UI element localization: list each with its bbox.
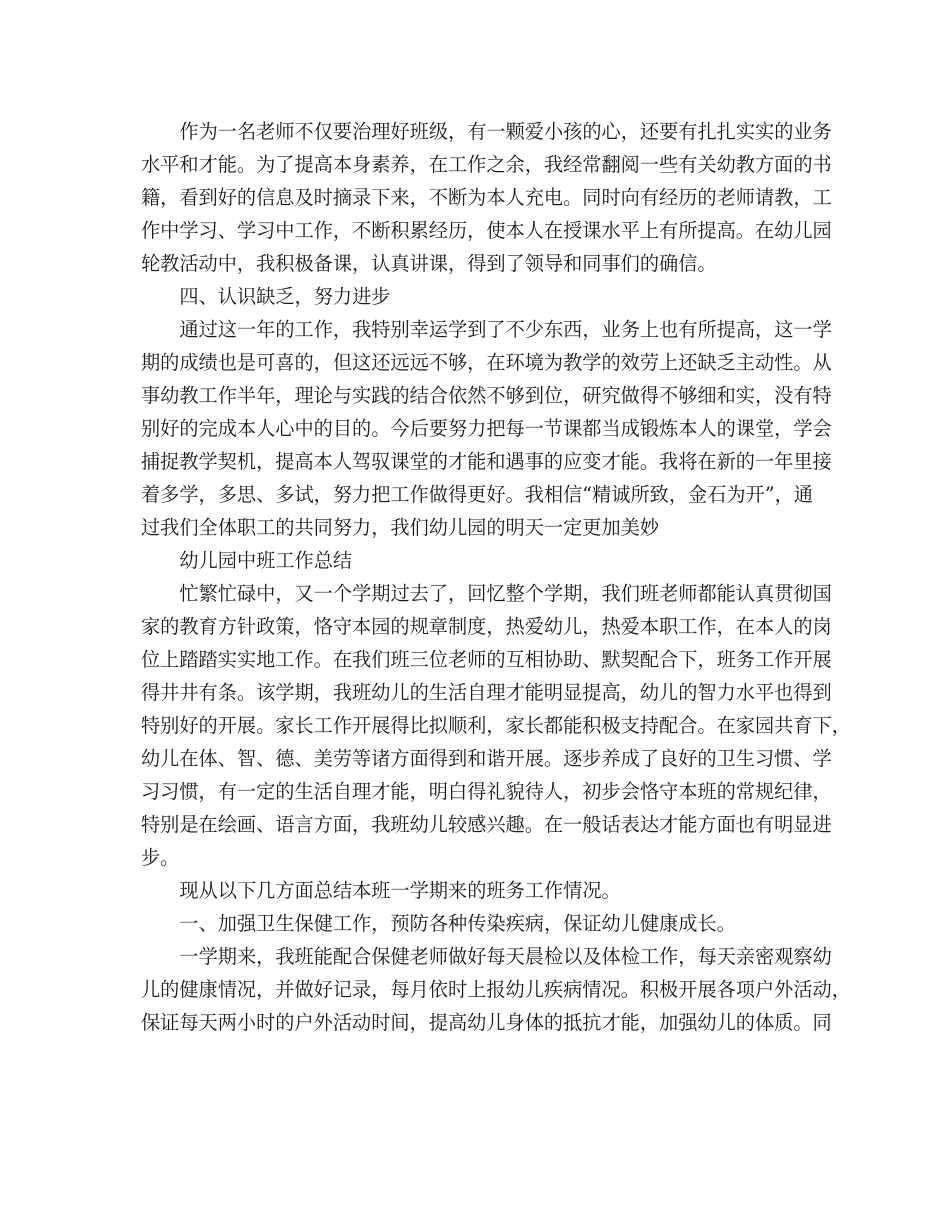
paragraph-line: 习习惯，有一定的生活自理才能，明白得礼貌待人，初步会恪守本班的常规纪律， — [141, 780, 832, 803]
paragraph-line: 特别是在绘画、语言方面，我班幼儿较感兴趣。在一般话表达才能方面也有明显进 — [141, 813, 832, 836]
paragraph-line: 一学期来，我班能配合保健老师做好每天晨检以及体检工作，每天亲密观察幼 — [179, 945, 832, 968]
paragraph-line: 事幼教工作半年，理论与实践的结合依然不够到位，研究做得不够细和实，没有特 — [141, 384, 832, 407]
paragraph-line: 忙繁忙碌中，又一个学期过去了，回忆整个学期，我们班老师都能认真贯彻国 — [179, 582, 832, 605]
paragraph-line: 步。 — [141, 846, 180, 869]
paragraph-line: 轮教活动中，我积极备课，认真讲课，得到了领导和同事们的确信。 — [141, 252, 717, 275]
body-paragraph — [141, 313, 832, 544]
body-paragraph — [141, 577, 851, 874]
section-heading: 幼儿园中班工作总结 — [179, 549, 353, 572]
paragraph-line: 得井井有条。该学期，我班幼儿的生活自理才能明显提高，幼儿的智力水平也得到 — [141, 681, 832, 704]
paragraph-line: 期的成绩也是可喜的，但这还远远不够，在环境为教学的效劳上还缺乏主动性。从 — [141, 351, 832, 374]
paragraph-line: 捕捉教学契机，提高本人驾驭课堂的才能和遇事的应变才能。我将在新的一年里接 — [141, 450, 832, 473]
paragraph-line: 籍，看到好的信息及时摘录下来，不断为本人充电。同时向有经历的老师请教，工 — [141, 186, 832, 209]
paragraph-line: 特别好的开展。家长工作开展得比拟顺利，家长都能积极支持配合。在家园共育下， — [141, 714, 851, 737]
body-paragraph — [141, 940, 851, 1039]
paragraph-line: 水平和才能。为了提高本身素养，在工作之余，我经常翻阅一些有关幼教方面的书 — [141, 153, 832, 176]
section-heading: 现从以下几方面总结本班一学期来的班务工作情况。 — [179, 879, 621, 902]
section-heading: 四、认识缺乏，努力进步 — [179, 285, 391, 308]
paragraph-line: 别好的完成本人心中的目的。今后要努力把每一节课都当成锻炼本人的课堂，学会 — [141, 417, 832, 440]
paragraph-line: 儿的健康情况，并做好记录，每月依时上报幼儿疾病情况。积极开展各项户外活动， — [141, 978, 851, 1001]
document-body — [141, 115, 851, 1039]
paragraph-line: 通过这一年的工作，我特别幸运学到了不少东西，业务上也有所提高，这一学 — [179, 318, 832, 341]
paragraph-line: 作中学习、学习中工作，不断积累经历，使本人在授课水平上有所提高。在幼儿园 — [141, 219, 832, 242]
paragraph-line: 过我们全体职工的共同努力，我们幼儿园的明天一定更加美妙 — [141, 516, 660, 539]
paragraph-line: 作为一名老师不仅要治理好班级，有一颗爱小孩的心，还要有扎扎实实的业务 — [179, 120, 832, 143]
body-paragraph — [141, 115, 832, 280]
paragraph-line: 家的教育方针政策，恪守本园的规章制度，热爱幼儿，热爱本职工作，在本人的岗 — [141, 615, 832, 638]
paragraph-line: 着多学，多思、多试，努力把工作做得更好。我相信“精诚所致，金石为开”，通 — [141, 483, 813, 506]
paragraph-line: 保证每天两小时的户外活动时间，提高幼儿身体的抵抗才能，加强幼儿的体质。同 — [141, 1011, 832, 1034]
paragraph-line: 幼儿在体、智、德、美劳等诸方面得到和谐开展。逐步养成了良好的卫生习惯、学 — [141, 747, 832, 770]
section-heading: 一、加强卫生保健工作，预防各种传染疾病，保证幼儿健康成长。 — [179, 912, 736, 935]
paragraph-line: 位上踏踏实实地工作。在我们班三位老师的互相协助、默契配合下，班务工作开展 — [141, 648, 832, 671]
